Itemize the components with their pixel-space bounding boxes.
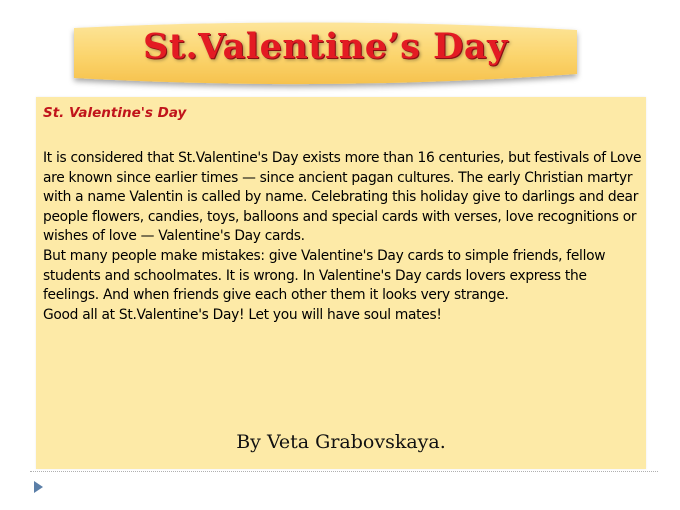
body-text [43,149,643,325]
paragraph-wishes: Good all at St.Valentine's Day! Let you will have soul mates! [43,306,442,323]
content-box [36,97,646,469]
divider-line [30,471,658,472]
author-byline: By Veta Grabovskaya. [236,431,446,453]
section-title: St. Valentine's Day [43,105,187,121]
slide-title: St.Valentine’s Day [143,26,508,67]
paragraph-mistakes: But many people make mistakes: give Valentine's Day cards to simple friends, fellow students and schoolmates. It is wrong. In Valentine's Day cards lovers express the feelings. And when friends give each other them it looks very strange. [43,247,606,304]
triangle-bullet-icon [34,481,43,493]
title-banner [68,16,583,96]
paragraph-history: It is considered that St.Valentine's Day exists more than 16 centuries, but festivals of Love are known since earlier times — since ancient pagan cultures. The early Christian martyr with a name Valentin is called by name. Celebrating this holiday give to darlings and dear people flowers, candies, toys, balloons and special cards with verses, love recognitions or wishes of love — Valentine's Day cards. [43,150,642,245]
